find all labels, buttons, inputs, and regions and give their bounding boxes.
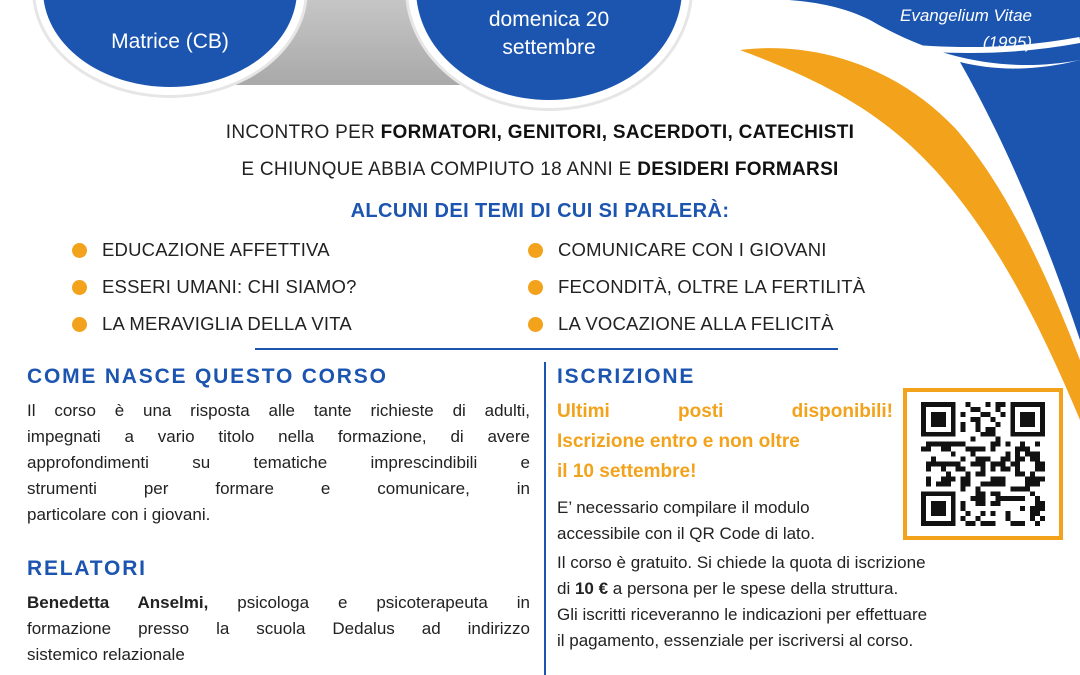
registration-alert: [557, 397, 893, 487]
intro-line-1: [0, 122, 1080, 144]
text-line: il pagamento, essenziale per iscriversi al corso.: [557, 631, 914, 650]
topic-item: [528, 313, 834, 335]
quote-year: (1995): [982, 33, 1032, 52]
topic-label: COMUNICARE CON I GIOVANI: [558, 239, 827, 260]
text-line: sistemico relazionale: [27, 645, 185, 664]
text-line: formazione presso la scuola Dedalus ad indirizzo: [27, 619, 530, 638]
text-line: E’ necessario compilare il modulo: [557, 498, 810, 517]
fee-amount: 10 €: [574, 579, 609, 598]
relatore-role: psicologa e psicoterapeuta in: [208, 593, 530, 612]
quote-source: Evangelium Vitae: [900, 6, 1032, 25]
date-line-1: domenica 20: [488, 8, 610, 31]
text-line: Il corso è gratuito. Si chiede la quota di iscrizione: [557, 553, 926, 572]
bullet-icon: [72, 280, 87, 295]
intro-line-1-plain: INCONTRO PER: [225, 122, 381, 143]
alert-line: Iscrizione entro e non oltre: [557, 431, 800, 452]
topic-item: [72, 313, 352, 335]
modulo-text: [557, 495, 897, 547]
fee-text: [557, 550, 1067, 654]
topic-item: [528, 239, 827, 261]
fee-line-2: [557, 576, 1067, 602]
text-line: accessibile con il QR Code di lato.: [557, 524, 815, 543]
bullet-icon: [72, 317, 87, 332]
intro-line-2-plain: E CHIUNQUE ABBIA COMPIUTO 18 ANNI E: [241, 159, 638, 180]
topic-label: LA VOCAZIONE ALLA FELICITÀ: [558, 313, 834, 334]
text-line: strumenti per formare e comunicare, in: [27, 479, 530, 498]
topic-label: EDUCAZIONE AFFETTIVA: [102, 239, 330, 260]
column-divider: [544, 362, 546, 675]
bullet-icon: [528, 317, 543, 332]
intro-line-2: [0, 159, 1080, 181]
bullet-icon: [528, 243, 543, 258]
topic-label: FECONDITÀ, OLTRE LA FERTILITÀ: [558, 276, 866, 297]
relatore-line-1: [27, 590, 530, 616]
topics-title: ALCUNI DEI TEMI DI CUI SI PARLERÀ:: [350, 200, 730, 222]
intro-line-2-bold: DESIDERI FORMARSI: [637, 159, 839, 180]
text-line: approfondimenti su tematiche imprescindibili e: [27, 453, 530, 472]
quote-attribution: [900, 2, 1032, 56]
text-line: Gli iscritti riceveranno le indicazioni per effettuare: [557, 605, 928, 624]
bullet-icon: [528, 280, 543, 295]
section-title-iscrizione: ISCRIZIONE: [557, 365, 696, 388]
come-nasce-text: [27, 398, 530, 528]
topic-item: [72, 239, 330, 261]
alert-line: il 10 settembre!: [557, 461, 697, 482]
text-fragment: a persona per le spese della struttura.: [608, 579, 899, 598]
relatore-name: Benedetta Anselmi,: [27, 593, 209, 612]
topic-label: ESSERI UMANI: CHI SIAMO?: [102, 276, 357, 297]
intro-line-1-bold: FORMATORI, GENITORI, SACERDOTI, CATECHISTI: [380, 122, 855, 143]
topic-item: [528, 276, 865, 298]
relatori-text: [27, 590, 530, 668]
text-line: particolare con i giovani.: [27, 505, 211, 524]
section-title-relatori: RELATORI: [27, 557, 147, 580]
location-text: Matrice (CB): [111, 30, 229, 53]
bullet-icon: [72, 243, 87, 258]
text-line: Il corso è una risposta alle tante richieste di adulti,: [27, 401, 530, 420]
section-title-come-nasce: COME NASCE QUESTO CORSO: [27, 365, 388, 388]
alert-line: Ultimi posti disponibili!: [557, 401, 893, 422]
qr-code-icon[interactable]: [919, 402, 1047, 526]
topic-item: [72, 276, 357, 298]
text-fragment: di: [557, 579, 575, 598]
qr-code-frame[interactable]: [903, 388, 1063, 540]
topic-label: LA MERAVIGLIA DELLA VITA: [102, 313, 352, 334]
date-line-2: settembre: [502, 36, 596, 59]
text-line: impegnati a vario titolo nella formazione, di avere: [27, 427, 530, 446]
section-divider: [255, 348, 838, 350]
